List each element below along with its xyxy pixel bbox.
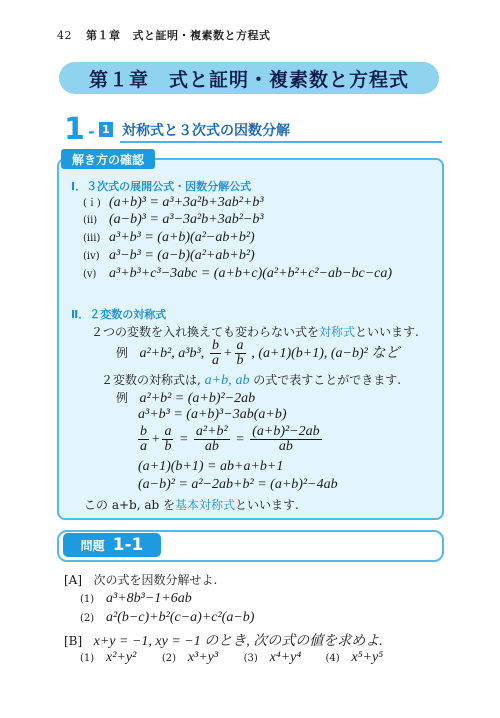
plus-sign: + [151, 432, 161, 447]
frac-numerator: (a+b)²−2ab [252, 424, 320, 439]
problem-a-item-2 [80, 610, 254, 626]
example-2-line-5 [138, 477, 338, 493]
example-2-expr: (a−b)² = a²−2ab+b² = (a+b)²−4ab [138, 477, 338, 492]
problem-a-label: [A] [64, 573, 83, 587]
item-label: (3) [243, 653, 258, 664]
basic-symmetric-sentence [84, 496, 299, 513]
problem-b [64, 630, 383, 650]
term-basic-symmetric: 基本対称式 [175, 498, 236, 512]
frac-numerator: a [236, 338, 244, 353]
formula-4 [83, 248, 255, 264]
part2-heading: Ⅱ．２変数の対称式 [71, 308, 167, 321]
frac-numerator: a [164, 424, 172, 439]
fraction [235, 339, 246, 368]
section-sub-number: 1 [99, 122, 113, 137]
example-2-line-3 [136, 425, 324, 454]
item-label: (1) [80, 653, 95, 664]
section-dash: - [88, 122, 95, 141]
problem-b-text: x+y = −1, xy = −1 のとき, 次の式の値を求めよ. [93, 634, 383, 649]
symmetric-definition [91, 323, 419, 340]
example-2-line-4 [138, 459, 283, 475]
definition-text-before: ２つの変数を入れ換えても変わらない式を [91, 325, 320, 339]
header-chapter: 第１章 [86, 29, 121, 42]
solution-review-tab: 解き方の確認 [61, 149, 155, 169]
example-1 [116, 339, 399, 368]
example-2-expr: (a+1)(b+1) = ab+a+b+1 [138, 459, 284, 474]
frac-numerator: a²+b² [195, 424, 228, 439]
formula-expr: (a−b)³ = a³−3a²b+3ab²−b³ [109, 212, 264, 227]
item-label: (1) [80, 594, 95, 605]
formula-expr: a³+b³ = (a+b)(a²−ab+b²) [109, 230, 255, 245]
frac-denominator: b [164, 439, 172, 454]
problem-a-item-1 [80, 591, 192, 607]
fraction [210, 339, 221, 368]
term-a-plus-b: a+b, [204, 373, 232, 388]
fraction [138, 425, 149, 454]
problem-b-items [80, 650, 383, 666]
problem-tab [63, 533, 161, 557]
formula-1 [83, 194, 264, 211]
term-ab: ab [235, 373, 250, 388]
formula-expr: a³+b³+c³−3abc = (a+b+c)(a²+b²+c²−ab−bc−ca) [109, 266, 393, 281]
item-expr: x²+y² [106, 650, 137, 665]
example-1-part-a: a²+b², a³b³, [139, 346, 205, 361]
part1-heading: Ⅰ．３次式の展開公式・因数分解公式 [71, 180, 252, 193]
fraction [162, 425, 173, 454]
example-2-expr: a²+b² = (a+b)²−2ab [139, 391, 256, 406]
item-expr: a³+8b³−1+6ab [106, 591, 192, 606]
problem-tab-word: 問題 [80, 538, 105, 553]
frac-numerator: b [212, 338, 220, 353]
section-title: 対称式と３次式の因数分解 [122, 123, 290, 139]
item-expr: x⁵+y⁵ [351, 650, 384, 665]
formula-label: (ｉ) [83, 198, 101, 209]
problem-a-text: 次の式を因数分解せよ. [93, 573, 218, 587]
running-header [57, 27, 271, 43]
formula-5 [83, 266, 392, 282]
example-2-expr: a³+b³ = (a+b)³−3ab(a+b) [138, 407, 287, 422]
final-text-before: この a+b, ab を [84, 498, 175, 512]
item-expr: x³+y³ [187, 650, 219, 665]
symmetric-basis-sentence [101, 371, 401, 389]
formula-label: (ⅴ) [83, 269, 97, 280]
problem-b-label: [B] [64, 634, 83, 648]
frac-numerator: b [140, 424, 147, 439]
item-expr: a²(b−c)+b²(c−a)+c²(a−b) [106, 610, 255, 625]
term-symmetric: 対称式 [319, 325, 356, 339]
page-number: 42 [57, 29, 72, 42]
section-heading [64, 112, 442, 147]
frac-denominator: ab [278, 439, 293, 454]
equals-sign: = [231, 432, 249, 447]
problem-a [64, 571, 217, 588]
header-title: 式と証明・複素数と方程式 [132, 29, 271, 42]
fraction [194, 425, 230, 454]
basis-text-before: ２変数の対称式は, [101, 373, 201, 387]
example-2-line-1 [116, 389, 255, 407]
chapter-banner: 第１章 式と証明・複素数と方程式 [59, 62, 439, 94]
plus-sign: + [223, 346, 233, 361]
example-2-line-2 [138, 407, 286, 423]
problem-tab-number: 1-1 [112, 535, 144, 555]
item-expr: x⁴+y⁴ [269, 650, 302, 665]
frac-denominator: ab [204, 439, 219, 454]
formula-expr: (a+b)³ = a³+3a²b+3ab²+b³ [109, 195, 264, 210]
formula-2 [83, 212, 264, 228]
definition-text-after: といいます. [355, 325, 419, 339]
item-label: (4) [325, 653, 340, 664]
frac-denominator: b [236, 353, 244, 368]
formula-expr: a³−b³ = (a−b)(a²+ab+b²) [109, 248, 255, 263]
section-number: 1 [64, 112, 85, 147]
formula-label: (ⅲ) [83, 233, 101, 244]
fraction [250, 425, 321, 454]
basis-text-after: の式で表すことができます. [253, 373, 402, 387]
frac-denominator: a [212, 353, 220, 368]
example-label: 例 [116, 346, 129, 360]
formula-label: (ⅱ) [83, 215, 98, 226]
formula-label: (ⅳ) [83, 251, 100, 262]
item-label: (2) [80, 613, 95, 624]
example-1-part-b: , (a+1)(b+1), (a−b)² など [251, 346, 400, 361]
example-label: 例 [116, 391, 129, 405]
formula-3 [83, 230, 255, 246]
final-text-after: といいます. [235, 498, 299, 512]
item-label: (2) [161, 653, 176, 664]
frac-denominator: a [140, 439, 147, 454]
section-rule [120, 141, 442, 143]
equals-sign: = [175, 432, 192, 447]
